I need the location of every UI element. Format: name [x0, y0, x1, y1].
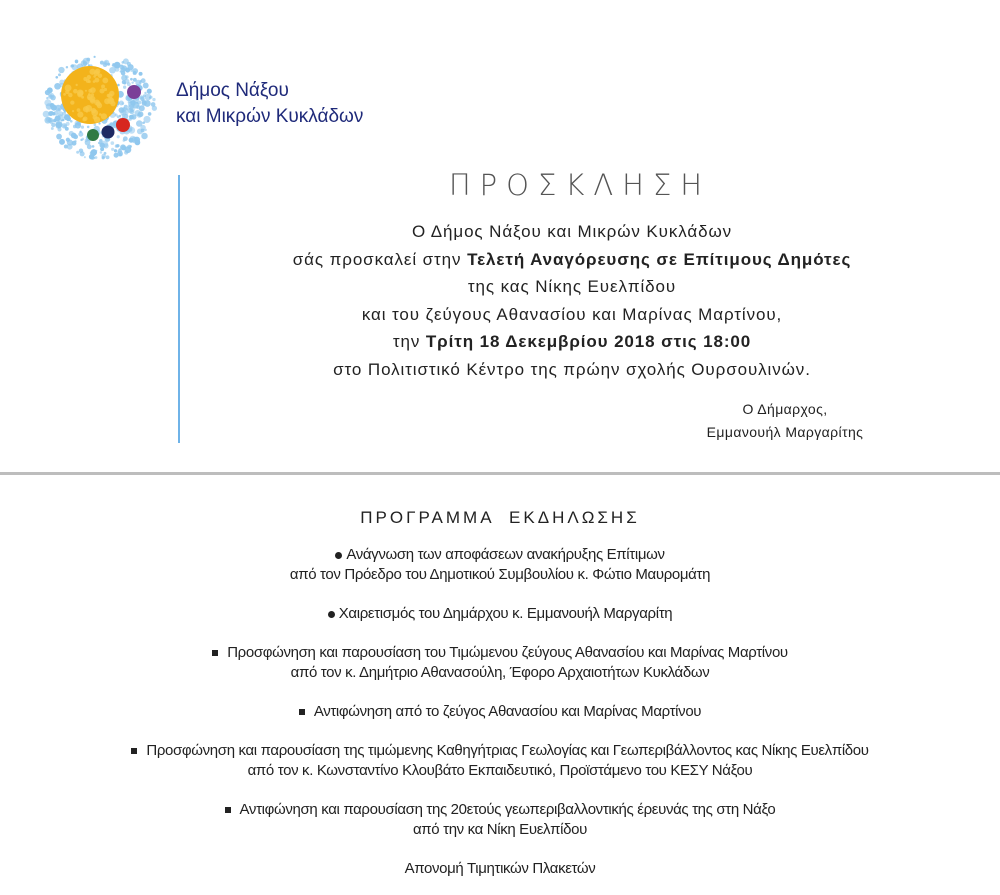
logo-sun-dot [91, 108, 96, 113]
logo-sun-dot [87, 75, 91, 79]
invitation-line [200, 328, 944, 356]
logo-sun-dot [87, 97, 90, 100]
logo-dot [102, 156, 105, 159]
logo-dot [100, 151, 103, 154]
bullet-square-icon [225, 807, 231, 813]
invitation-title: ΠΡΟΣΚΛΗΣΗ [448, 168, 712, 202]
logo-sun-dot [90, 99, 95, 104]
logo-dot [46, 97, 48, 99]
logo-sun-dot [73, 89, 78, 94]
item-text: από τον κ. Δημήτριο Αθανασούλη, Έφορο Αρχαιοτήτων Κυκλάδων [290, 664, 710, 681]
logo-dot [121, 107, 126, 112]
invitation-line: στο Πολιτιστικό Κέντρο της πρώην σχολής Ουρσουλινών. [333, 359, 811, 379]
item-text: Αντιφώνηση και παρουσίαση της 20ετούς γεωπεριβαλλοντικής έρευνάς της στη Νάξο [239, 801, 776, 818]
logo-dot [84, 156, 86, 158]
signature-role: Ο Δήμαρχος, [742, 401, 828, 417]
logo-dot [79, 148, 83, 152]
bullet-dot-icon [328, 611, 335, 618]
item-text: Προσφώνηση και παρουσίαση της τιμώμενης Καθηγήτριας Γεωλογίας και Γεωπεριβάλλοντος κας Νίκης Ευελπίδου [146, 742, 869, 759]
logo-dot [85, 140, 91, 146]
logo-dot [117, 151, 123, 157]
logo-dot [110, 141, 114, 145]
logo-dot [144, 92, 146, 94]
logo-dot [114, 149, 117, 152]
logo-sun-dot [97, 103, 103, 109]
logo-sun-dot [88, 93, 91, 96]
item-text: Αντιφώνηση από το ζεύγος Αθανασίου και Μαρίνας Μαρτίνου [313, 703, 702, 720]
program-item [0, 643, 1000, 683]
program-item [0, 702, 1000, 722]
invitation-line: Ο Δήμος Νάξου και Μικρών Κυκλάδων [411, 222, 733, 241]
logo-dot [99, 139, 103, 143]
logo-dot [113, 63, 118, 68]
logo-dot [64, 145, 68, 149]
logo-sun-dot [102, 78, 108, 84]
logo-dot [104, 61, 107, 64]
municipality-logo [40, 50, 165, 165]
program-list [0, 545, 1000, 895]
signature-name: Εμμανουήλ Μαργαρίτης [706, 424, 864, 440]
logo-dot [137, 113, 142, 118]
logo-dot [58, 67, 64, 73]
logo-dot [55, 76, 58, 79]
program-item [0, 545, 1000, 585]
logo-dot [149, 97, 151, 99]
item-text: Προσφώνηση και παρουσίαση του Τιμώμενου ζεύγους Αθανασίου και Μαρίνας Μαρτίνου [227, 644, 788, 661]
logo-name-line1: Δήμος Νάξου [176, 80, 289, 101]
logo-dot [51, 127, 54, 130]
signature [660, 398, 910, 444]
logo-sun-dot [63, 93, 66, 96]
logo-dot [140, 125, 145, 130]
logo-dot [61, 120, 63, 122]
logo-dot [152, 98, 155, 101]
logo-dot [50, 111, 54, 115]
item-text: από την κα Νίκη Ευελπίδου [412, 821, 588, 838]
logo-dot [139, 105, 145, 111]
logo-sun-dot [76, 84, 78, 86]
logo-dot [130, 78, 133, 81]
logo-dot [76, 151, 79, 154]
logo-dot [54, 83, 61, 90]
logo-dot [81, 125, 84, 128]
logo-dot [119, 115, 121, 117]
logo-dot [46, 103, 52, 109]
logo-dot [130, 70, 132, 72]
logo-sun-dot [101, 113, 107, 119]
logo-sun-dot [109, 98, 113, 102]
logo-dot [75, 122, 81, 128]
logo-dot [90, 150, 96, 156]
logo-green-circle [87, 129, 99, 141]
logo-dot [94, 56, 96, 58]
program-item [0, 741, 1000, 781]
bullet-square-icon [131, 748, 137, 754]
logo-dot [143, 83, 149, 89]
logo-dot [87, 126, 90, 129]
logo-dot [70, 120, 73, 123]
logo-dot [124, 79, 129, 84]
logo-dot [119, 148, 121, 150]
program-item [0, 604, 1000, 624]
logo-dot [142, 121, 145, 124]
logo-dot [106, 155, 110, 159]
logo-dot [53, 106, 56, 109]
logo-dot [121, 65, 123, 67]
logo-dot [143, 94, 146, 97]
logo-dot [130, 101, 132, 103]
logo-dot [111, 148, 114, 151]
invitation-line: της κας Νίκης Ευελπίδου [467, 277, 677, 296]
logo-sun-dot [65, 90, 69, 94]
program-title: ΠΡΟΓΡΑΜΜΑ ΕΚΔΗΛΩΣΗΣ [360, 508, 640, 527]
logo-dot [65, 127, 69, 131]
item-text: Ανάγνωση των αποφάσεων ανακήρυξης Επίτιμων [346, 546, 665, 563]
logo-purple-circle [127, 85, 141, 99]
logo-sun-dot [85, 90, 87, 92]
logo-sun-dot [86, 79, 90, 83]
logo-dot [119, 100, 124, 105]
bullet-dot-icon [335, 552, 342, 559]
logo-dot [95, 156, 98, 159]
logo-name-line2: και Μικρών Κυκλάδων [176, 106, 364, 127]
logo-navy-circle [102, 126, 115, 139]
logo-sun-dot [98, 74, 102, 78]
invitation-body [200, 218, 944, 383]
logo-dot [71, 133, 77, 139]
logo-dot [66, 138, 70, 142]
logo-dot [141, 78, 146, 83]
logo-sun-dot [93, 115, 98, 120]
logo-dot [147, 89, 152, 94]
logo-dot [46, 117, 51, 122]
logo-sun-dot [72, 110, 74, 112]
logo-dot [56, 134, 62, 140]
logo-dot [123, 86, 126, 89]
logo-dot [66, 122, 70, 126]
logo-dot [92, 145, 95, 148]
logo-dot [141, 133, 148, 140]
logo-sun-dot [93, 75, 96, 78]
logo-sun-dot [70, 100, 74, 104]
logo-dot [100, 61, 104, 65]
logo-sun-dot [77, 92, 83, 98]
text: την [392, 332, 426, 351]
logo-dot [50, 95, 55, 100]
logo-dot [127, 64, 133, 70]
ceremony-name: Τελετή Αναγόρευσης σε Επίτιμους Δημότες [467, 249, 852, 269]
logo-dot [55, 115, 61, 121]
logo-sun-dot [93, 80, 96, 83]
logo-sun-dot [77, 112, 83, 118]
bullet-square-icon [212, 650, 218, 656]
logo-dot [47, 87, 53, 93]
logo-dot [122, 61, 125, 64]
logo-sun-dot [83, 117, 88, 122]
item-text: από τον κ. Κωνσταντίνο Κλουβάτο Εκπαιδευτικό, Προϊστάμενο του ΚΕΣΥ Νάξου [247, 762, 753, 779]
logo-dot [117, 84, 120, 87]
invitation-line: και του ζεύγους Αθανασίου και Μαρίνας Μαρτίνου, [361, 304, 783, 324]
logo-dot [142, 99, 146, 103]
item-text: Χαιρετισμός του Δημάρχου κ. Εμμανουήλ Μαργαρίτη [338, 605, 673, 622]
logo-dot [78, 132, 83, 137]
logo-sun-dot [99, 88, 104, 93]
logo-dot [75, 60, 79, 64]
logo-sun-dot [95, 69, 101, 75]
vertical-divider [178, 175, 180, 443]
logo-sun-dot [109, 91, 114, 96]
logo-dot [117, 135, 120, 138]
logo-dot [123, 139, 126, 142]
program-item [0, 859, 1000, 879]
logo-dot [104, 152, 107, 155]
bullet-square-icon [299, 709, 305, 715]
logo-dot [131, 81, 133, 83]
logo-dot [139, 72, 143, 76]
logo-dot [94, 123, 97, 126]
logo-dot [57, 127, 61, 131]
logo-dot [135, 140, 141, 146]
logo-sun-dot [90, 87, 96, 93]
logo-dot [59, 139, 65, 145]
logo-red-circle [116, 118, 130, 132]
event-datetime: Τρίτη 18 Δεκεμβρίου 2018 στις 18:00 [425, 332, 752, 351]
logo-dot [135, 80, 141, 86]
text: σάς προσκαλεί στην [292, 249, 468, 269]
horizontal-divider [0, 472, 1000, 475]
logo-dot [121, 71, 126, 76]
item-text: Απονομή Τιμητικών Πλακετών [404, 860, 596, 877]
logo-dot [124, 146, 131, 153]
logo-dot [81, 60, 88, 67]
logo-dot [95, 150, 97, 152]
logo-dot [151, 102, 156, 107]
logo-dot [66, 66, 68, 68]
logo-sun-dot [77, 108, 81, 112]
logo-dot [116, 144, 119, 147]
program-item [0, 800, 1000, 840]
logo-dot [129, 115, 133, 119]
logo-dot [128, 104, 134, 110]
logo-dot [58, 73, 61, 76]
logo-dot [148, 112, 152, 116]
logo-dot [81, 138, 84, 141]
item-text: από τον Πρόεδρο του Δημοτικού Συμβουλίου κ. Φώτιο Μαυρομάτη [289, 566, 711, 583]
logo-sun-dot [101, 84, 105, 88]
invitation-line [200, 246, 944, 274]
logo-dot [100, 147, 104, 151]
logo-dot [129, 138, 134, 143]
logo-dot [132, 68, 138, 74]
